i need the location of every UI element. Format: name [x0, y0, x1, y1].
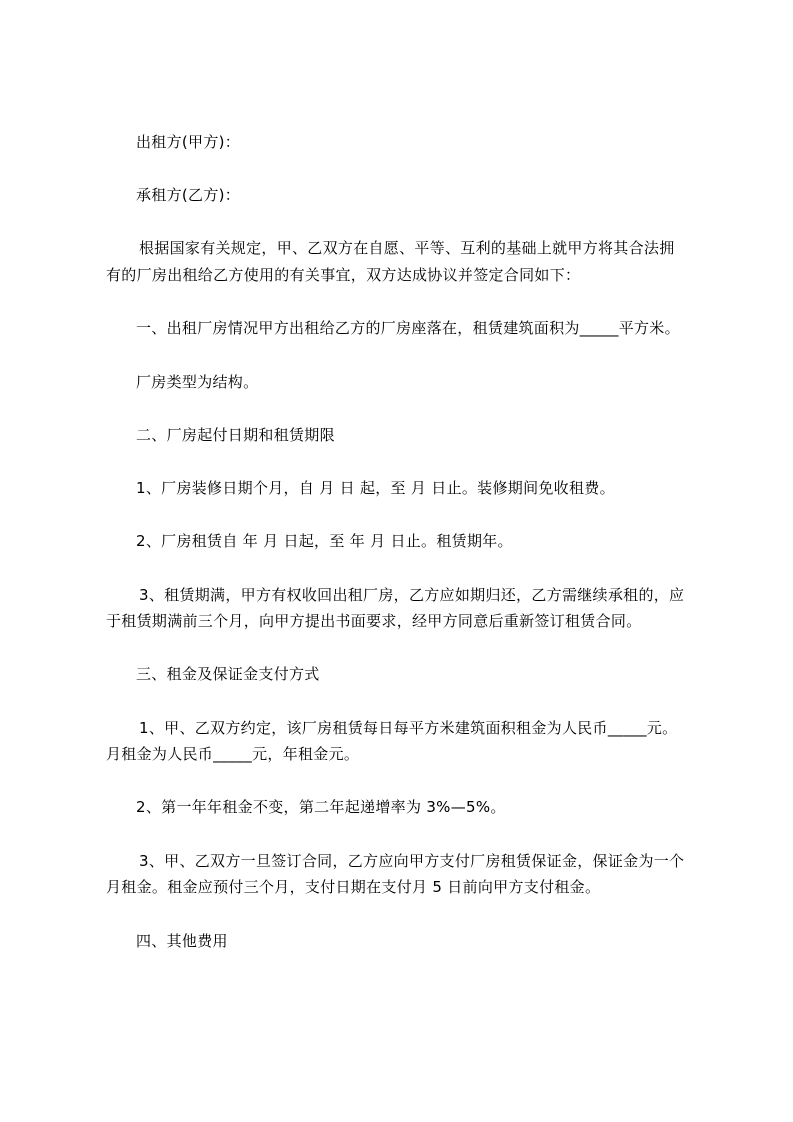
lessor-label: 出租方(甲方)：	[136, 133, 241, 151]
section-3-item-3-line-1: 3、甲、乙双方一旦签订合同，乙方应向甲方支付厂房租赁保证金，保证金为一个	[139, 852, 685, 870]
section-3-heading: 三、租金及保证金支付方式	[136, 665, 320, 683]
section-3-item-2: 2、第一年年租金不变，第二年起递增率为 3%—5%。	[136, 798, 506, 816]
section-2-item-2: 2、厂房租赁自 年 月 日起，至 年 月 日止。租赁期年。	[136, 532, 513, 550]
lessee-label: 承租方(乙方)：	[136, 186, 241, 204]
section-3-item-3-line-2: 月租金。租金应预付三个月，支付日期在支付月 5 日前向甲方支付租金。	[106, 878, 601, 896]
section-2-item-1: 1、厂房装修日期个月，自 月 日 起，至 月 日止。装修期间免收租费。	[136, 479, 615, 497]
section-2-item-3-line-1: 3、租赁期满，甲方有权收回出租厂房，乙方应如期归还，乙方需继续承租的，应	[139, 586, 685, 604]
section-3-item-1-line-1: 1、甲、乙双方约定，该厂房租赁每日每平方米建筑面积租金为人民币_____元。	[139, 719, 678, 737]
section-1-heading: 一、出租厂房情况甲方出租给乙方的厂房座落在，租赁建筑面积为_____平方米。	[136, 319, 680, 337]
intro-line-2: 有的厂房出租给乙方使用的有关事宜，双方达成协议并签定合同如下：	[106, 266, 581, 284]
section-2-heading: 二、厂房起付日期和租赁期限	[136, 426, 335, 444]
section-3-item-1-line-2: 月租金为人民币_____元，年租金元。	[106, 745, 360, 763]
section-1-type-line: 厂房类型为结构。	[136, 373, 259, 391]
section-4-heading: 四、其他费用	[136, 932, 228, 950]
intro-line-1: 根据国家有关规定，甲、乙双方在自愿、平等、互利的基础上就甲方将其合法拥	[139, 239, 675, 257]
section-2-item-3-line-2: 于租赁期满前三个月，向甲方提出书面要求，经甲方同意后重新签订租赁合同。	[106, 612, 642, 630]
